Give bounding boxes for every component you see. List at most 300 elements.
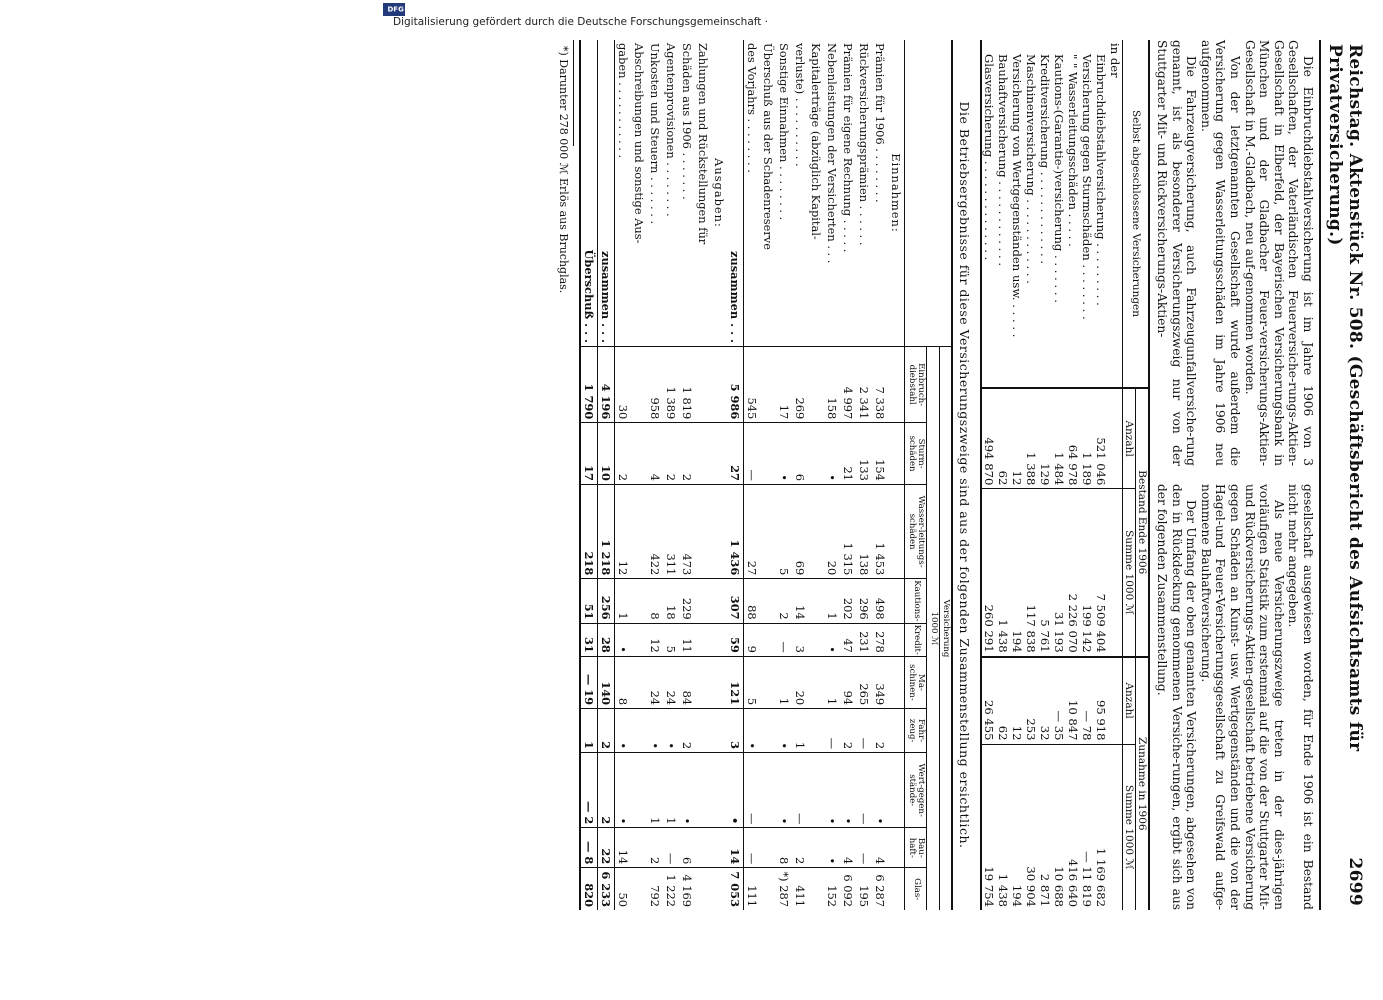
header-zunahme: Zunahme in 1906 (1136, 657, 1150, 910)
cell-s: 260 291 (981, 489, 996, 657)
cell-value: 24 (647, 656, 663, 708)
table-row (808, 40, 824, 910)
cell-value: • (615, 753, 632, 828)
dfg-logo-icon (383, 3, 405, 16)
cell-value: 31 (580, 623, 598, 656)
cell-value: 1 (580, 709, 598, 753)
cell-value (695, 623, 711, 656)
row-label: Kreditversicherung . . . . . . . . . . . . . (1038, 54, 1053, 265)
table-row (996, 40, 1010, 910)
table-row (981, 40, 996, 910)
table-row (695, 40, 711, 910)
cell-value: 12 (647, 623, 663, 656)
cell-value: — (792, 753, 808, 828)
cell-value: 27 (727, 423, 744, 485)
cell-value: 958 (647, 347, 663, 423)
cell-value (760, 347, 776, 423)
logo-text: DFG (387, 5, 404, 14)
header-unit: 1000 ℳ (927, 347, 940, 911)
cell-value: 1 (663, 753, 679, 828)
paragraph: Der Umfang der oben genannten Versicherungen, abgesehen von den in Rückdeckung genommenen Versiche-rungen, ergibt sich aus der folgenden Zusammenstellung. (1155, 484, 1199, 910)
cell-value: 9 (744, 623, 761, 656)
cell-value: 202 (840, 579, 856, 623)
cell-value: • (824, 828, 840, 868)
empty-cell (888, 347, 905, 423)
cell-value: 12 (615, 484, 632, 578)
cell-value: 14 (615, 828, 632, 868)
cell-value: 6 233 (598, 868, 615, 910)
column-header: Wasser-leitungs-schäden (905, 484, 927, 578)
table-row (1038, 40, 1052, 910)
cell-value: 1 453 (872, 484, 888, 578)
table-row (760, 40, 776, 910)
cell-value: • (776, 709, 792, 753)
cell-value: 2 341 (856, 347, 872, 423)
cell-value: — (856, 828, 872, 868)
header-empty (905, 40, 953, 347)
cell-za: 12 (1010, 657, 1024, 744)
cell-value: 4 (647, 423, 663, 485)
cell-value: 2 (663, 423, 679, 485)
cell-value: 311 (663, 484, 679, 578)
cell-value: 6 287 (872, 868, 888, 910)
header-anzahl: Anzahl (1123, 388, 1136, 489)
column-header: Kautions- (905, 579, 927, 623)
cell-value: 2 (776, 579, 792, 623)
header-versicherung: Versicherung (939, 347, 952, 911)
cell-value: — 8 (580, 828, 598, 868)
cell-value: 411 (792, 868, 808, 910)
table-row (824, 40, 840, 910)
row-label: Versicherung von Wertgegenständen usw. . . . . . (1010, 54, 1025, 338)
cell-value: 231 (856, 623, 872, 656)
cell-value: 1 315 (840, 484, 856, 578)
cell-value (631, 579, 647, 623)
table-row (679, 40, 695, 910)
cell-value: 14 (727, 828, 744, 868)
paragraph: gesellschaft ausgewiesen worden, für Ende 1906 ist ein Bestand nicht mehr angegeben. (1286, 484, 1315, 910)
cell-value: 2 (840, 709, 856, 753)
cell-value: 14 (792, 579, 808, 623)
intro-column-right (1154, 484, 1315, 910)
cell-value: 1 436 (727, 484, 744, 578)
cell-value: • (824, 753, 840, 828)
empty-cell (711, 868, 727, 910)
section-title: Ausgaben: (712, 158, 727, 228)
cell-value: 2 (598, 753, 615, 828)
cell-value: 1 (824, 579, 840, 623)
stamp-text: Digitalisierung gefördert durch die Deutsche Forschungsgemeinschaft · (393, 16, 769, 28)
cell-value: — (824, 709, 840, 753)
cell-value (695, 484, 711, 578)
row-label: Rückversicherungsprämien . . . . . . (857, 43, 872, 246)
table-row (663, 40, 679, 910)
row-label: Nebenleistungen der Versicherten . . . (825, 43, 840, 264)
cell-s: 31 193 (1052, 489, 1066, 657)
cell-value: 4 (872, 828, 888, 868)
cell-value (760, 623, 776, 656)
row-label: Einbruchdiebstahlversicherung . . . . . . . . . (1094, 54, 1109, 306)
footnote (557, 40, 574, 294)
cell-zs: — 11 819 (1080, 744, 1094, 910)
cell-value: 1 218 (598, 484, 615, 578)
cell-value (695, 753, 711, 828)
cell-value: 8 (615, 656, 632, 708)
cell-value: 111 (744, 868, 761, 910)
cell-value: 152 (824, 868, 840, 910)
cell-value: 498 (872, 579, 888, 623)
row-label: Prämien für eigene Rechnung . . . . . (841, 43, 856, 253)
cell-za: — 35 (1052, 657, 1066, 744)
cell-value: 1 790 (580, 347, 598, 423)
table-row (840, 40, 856, 910)
page-content (557, 40, 1365, 910)
cell-value (695, 828, 711, 868)
paragraph: Die Einbruchdiebstahlversicherung ist im Jahre 1906 von 3 Gesellschaften, der Vaterländischen Feuerversiche-rungs-Aktien-Gesellschaft in Elberfeld, der Bayerischen Versicherungsbank in München und der Gladbacher Feuer-versicherungs-Aktien-Gesellschaft in M.-Gladbach, neu auf-genommen worden. (1242, 40, 1315, 466)
row-label: Abschreibungen und sonstige Aus- (632, 43, 647, 244)
cell-za: 253 (1024, 657, 1038, 744)
cell-value: • (615, 623, 632, 656)
row-label: zusammen . . . (727, 40, 744, 347)
cell-value (808, 868, 824, 910)
cell-value: 8 (647, 579, 663, 623)
cell-value: 20 (824, 484, 840, 578)
empty-cell (711, 828, 727, 868)
cell-value: 269 (792, 347, 808, 423)
table-row (631, 40, 647, 910)
cell-value: • (840, 753, 856, 828)
header-title: Reichstag. Aktenstück Nr. 508. (Geschäftsbericht des Aufsichtsamts für Privatversicherung.) (1325, 44, 1365, 752)
cell-value (760, 484, 776, 578)
cell-s: 5 761 (1038, 489, 1052, 657)
cell-za: 10 847 (1066, 657, 1080, 744)
cell-value: — 2 (580, 753, 598, 828)
paragraph: Als neue Versicherungszweige treten in der dies-jährigen vorläufigen Statistik zum erstenmal auf die von der Stuttgarter Mit- und Rückversicherungs-Aktien-gesellschaft betriebene Versicherung gegen Schäden an Kunst- usw. Wertgegenständen und die von der Hagel-und Feuer-Versicherungsgesellschaft zu Greifswald aufge-nommene Bauhaftversicherung. (1198, 484, 1286, 910)
cell-value (808, 347, 824, 423)
table-row (1052, 40, 1066, 910)
cell-value: • (872, 753, 888, 828)
cell-value: 11 (679, 623, 695, 656)
cell-value: 5 (663, 623, 679, 656)
cell-a: 129 (1038, 388, 1052, 489)
cell-value: 820 (580, 868, 598, 910)
empty-cell (711, 623, 727, 656)
cell-value: *) 287 (776, 868, 792, 910)
table-caption: Die Betriebsergebnisse für diese Versicherungszweige sind aus der folgenden Zusammenstellung ersichtlich. (957, 101, 973, 849)
header-anzahl: Anzahl (1123, 657, 1136, 744)
row-label: Sonstige Einnahmen . . . . . . . . (777, 43, 792, 221)
cell-a: 12 (1010, 388, 1024, 489)
row-label: Überschuß aus der Schadenreserve (761, 43, 776, 250)
table-row (580, 40, 598, 910)
table-row (598, 40, 615, 910)
cell-value: 229 (679, 579, 695, 623)
cell-value: 4 997 (840, 347, 856, 423)
cell-value: 1 (615, 579, 632, 623)
row-label: Unkosten und Steuern . . . . . . . (648, 43, 663, 225)
cell-value (631, 484, 647, 578)
cell-value: 5 (744, 656, 761, 708)
cell-zs: 1 169 682 (1094, 744, 1108, 910)
cell-value (631, 423, 647, 485)
cell-a: 64 978 (1066, 388, 1080, 489)
section-title: Einnahmen: (889, 153, 904, 233)
cell-value: 24 (663, 656, 679, 708)
cell-value: — (856, 709, 872, 753)
cell-a: 521 046 (1094, 388, 1108, 489)
paragraph: Die Fahrzeugversicherung, auch Fahrzeugunfallversiche-rung genannt, ist als besonderer Versicherungszweig nur von der Stuttgarter Mit- und Rückversicherungs-Aktien- (1155, 40, 1199, 466)
cell-za: 26 455 (981, 657, 996, 744)
row-label: des Vorjahrs . . . . . . . . (745, 43, 760, 173)
column-header: Glas- (905, 868, 927, 910)
cell-value (631, 656, 647, 708)
cell-value (808, 579, 824, 623)
cell-value: 3 (727, 709, 744, 753)
cell-value: 138 (856, 484, 872, 578)
empty-cell (888, 656, 905, 708)
cell-value: 20 (792, 656, 808, 708)
cell-value: 22 (598, 828, 615, 868)
page-number: 2699 (1345, 857, 1365, 906)
cell-value: 265 (856, 656, 872, 708)
cell-value: 6 092 (840, 868, 856, 910)
row-label: Kautions-(Garantie-)versicherung . . . . . . . (1052, 54, 1067, 303)
cell-value: 195 (856, 868, 872, 910)
cell-value: 2 (647, 828, 663, 868)
cell-value: 47 (840, 623, 856, 656)
table-row (1080, 40, 1094, 910)
column-header: Bau-haft- (905, 828, 927, 868)
cell-zs: 10 688 (1052, 744, 1066, 910)
cell-value (631, 828, 647, 868)
column-header: Wert-gegen-stände- (905, 753, 927, 828)
intro-column-left (1154, 40, 1315, 466)
cell-value: 154 (872, 423, 888, 485)
cell-value: 1 222 (663, 868, 679, 910)
table-row (615, 40, 632, 910)
column-header: Einbruch-diebstahl (905, 347, 927, 423)
cell-value: 2 (872, 709, 888, 753)
cell-value (631, 753, 647, 828)
row-label: Zahlungen und Rückstellungen für (696, 43, 711, 245)
header-summe: Summe 1000 ℳ (1123, 744, 1136, 910)
cell-value: • (615, 709, 632, 753)
bestand-table (980, 40, 1150, 910)
cell-value (695, 423, 711, 485)
cell-value: 17 (776, 347, 792, 423)
cell-value (695, 579, 711, 623)
footnote-text: *) Darunter 278 000 ℳ Erlös aus Bruchglas. (557, 46, 571, 294)
cell-value: 28 (598, 623, 615, 656)
digitization-stamp (387, 2, 988, 28)
cell-value: • (727, 753, 744, 828)
cell-value (695, 347, 711, 423)
cell-value: 278 (872, 623, 888, 656)
cell-value: • (776, 753, 792, 828)
results-table (579, 40, 953, 910)
cell-value: — (744, 753, 761, 828)
cell-value (760, 868, 776, 910)
cell-value: 21 (840, 423, 856, 485)
table-row (647, 40, 663, 910)
row-label: Maschinenversicherung . . . . . . . . . . . . (1024, 54, 1039, 284)
row-label: Schäden aus 1906 . . . . . . . (680, 43, 695, 200)
table-row (744, 40, 761, 910)
cell-value: 59 (727, 623, 744, 656)
empty-cell (888, 753, 905, 828)
empty-cell (711, 423, 727, 485)
cell-value: 1 (776, 656, 792, 708)
cell-value (760, 423, 776, 485)
cell-a: 1 484 (1052, 388, 1066, 489)
empty-cell (888, 868, 905, 910)
cell-value: • (744, 709, 761, 753)
table-row (1024, 40, 1038, 910)
cell-value: 30 (615, 347, 632, 423)
cell-s: 194 (1010, 489, 1024, 657)
cell-value: 2 (792, 828, 808, 868)
cell-value: 792 (647, 868, 663, 910)
header-summe: Summe 1000 ℳ (1123, 489, 1136, 657)
cell-value: 17 (580, 423, 598, 485)
cell-value (695, 709, 711, 753)
table-row (792, 40, 808, 910)
row-label: in der (1108, 43, 1123, 78)
cell-value: • (663, 709, 679, 753)
cell-value: 473 (679, 484, 695, 578)
table-header-section: Selbst abgeschlossene Versicherungen (1123, 40, 1150, 388)
row-label: Versicherung gegen Sturmschäden . . . . . . . . (1080, 54, 1095, 320)
cell-value: 7 053 (727, 868, 744, 910)
cell-value (808, 753, 824, 828)
cell-zs: 1 438 (996, 744, 1010, 910)
column-header: Fahr-zeug- (905, 709, 927, 753)
cell-value (760, 579, 776, 623)
table-row (727, 40, 744, 910)
cell-value: — (776, 623, 792, 656)
empty-cell (888, 579, 905, 623)
row-label: Bauhaftversicherung . . . . . . . . . . . . (996, 54, 1011, 267)
cell-value: • (824, 623, 840, 656)
empty-cell (888, 423, 905, 485)
cell-value: 218 (580, 484, 598, 578)
empty-cell (711, 753, 727, 828)
cell-zs: 2 871 (1038, 744, 1052, 910)
cell-value: 422 (647, 484, 663, 578)
cell-value: 349 (872, 656, 888, 708)
cell-value: 27 (744, 484, 761, 578)
cell-value (808, 828, 824, 868)
cell-value: 2 (679, 709, 695, 753)
cell-value (760, 656, 776, 708)
cell-value: 2 (679, 423, 695, 485)
cell-value (631, 868, 647, 910)
cell-value: 545 (744, 347, 761, 423)
cell-value: 84 (679, 656, 695, 708)
cell-value: 121 (727, 656, 744, 708)
row-label: Glasversicherung . . . . . . . . . . . . . . (982, 54, 997, 261)
cell-za: 32 (1038, 657, 1052, 744)
cell-value: 18 (663, 579, 679, 623)
cell-value: 2 (598, 709, 615, 753)
cell-za: 62 (996, 657, 1010, 744)
cell-value: 4 169 (679, 868, 695, 910)
cell-value: 50 (615, 868, 632, 910)
cell-value (760, 709, 776, 753)
empty-cell (711, 347, 727, 423)
section-row (711, 40, 727, 910)
cell-value: — 19 (580, 656, 598, 708)
table-row (776, 40, 792, 910)
cell-value (808, 423, 824, 485)
header-rule (1319, 40, 1321, 910)
column-header: Sturm-schäden (905, 423, 927, 485)
cell-value: 1 (824, 656, 840, 708)
cell-value: 1 819 (679, 347, 695, 423)
table-row (856, 40, 872, 910)
cell-value (631, 347, 647, 423)
cell-value: 1 389 (663, 347, 679, 423)
cell-value: 69 (792, 484, 808, 578)
cell-a: 1 388 (1024, 388, 1038, 489)
cell-zs: 30 904 (1024, 744, 1038, 910)
cell-zs: 416 640 (1066, 744, 1080, 910)
cell-value (808, 623, 824, 656)
table-row (1010, 40, 1024, 910)
cell-value: 140 (598, 656, 615, 708)
cell-value: 6 (679, 828, 695, 868)
table-row (1066, 40, 1080, 910)
cell-za: — 78 (1080, 657, 1094, 744)
cell-value (808, 709, 824, 753)
cell-s: 117 838 (1024, 489, 1038, 657)
row-label: gaben . . . . . . . . . . . (616, 43, 631, 159)
row-label: " " Wasserleitungsschäden . . . . . (1066, 54, 1081, 247)
cell-value (760, 828, 776, 868)
cell-value: 256 (598, 579, 615, 623)
cell-a: 62 (996, 388, 1010, 489)
cell-value (631, 623, 647, 656)
cell-value: — (856, 753, 872, 828)
cell-zs: 19 754 (981, 744, 996, 910)
cell-value: 8 (776, 828, 792, 868)
empty-cell (711, 484, 727, 578)
cell-value: 3 (792, 623, 808, 656)
cell-value (631, 709, 647, 753)
cell-value: 1 (792, 709, 808, 753)
cell-value: • (647, 709, 663, 753)
section-row (888, 40, 905, 910)
cell-value: — (744, 423, 761, 485)
empty-cell (711, 656, 727, 708)
row-label: Prämien für 1906 . . . . . . . . (873, 43, 888, 203)
cell-value: — (663, 828, 679, 868)
cell-value: 88 (744, 579, 761, 623)
table-row (1094, 40, 1108, 910)
row-label: Überschuß . . . (580, 40, 598, 347)
paragraph: Von der letztgenannten Gesellschaft wurde außerdem die Versicherung gegen Wasserleitungsschäden im Jahre 1906 neu aufgenommen. (1198, 40, 1243, 466)
column-header: Ma-schinen- (905, 656, 927, 708)
intro-text (1154, 40, 1315, 910)
row-label: Kapitalerträge (abzüglich Kapital- (809, 43, 824, 240)
cell-value: 4 (840, 828, 856, 868)
cell-zs: 194 (1010, 744, 1024, 910)
cell-value: 307 (727, 579, 744, 623)
cell-value: • (824, 423, 840, 485)
cell-value: 5 (776, 484, 792, 578)
cell-s: 2 226 070 (1066, 489, 1080, 657)
empty-cell (711, 579, 727, 623)
